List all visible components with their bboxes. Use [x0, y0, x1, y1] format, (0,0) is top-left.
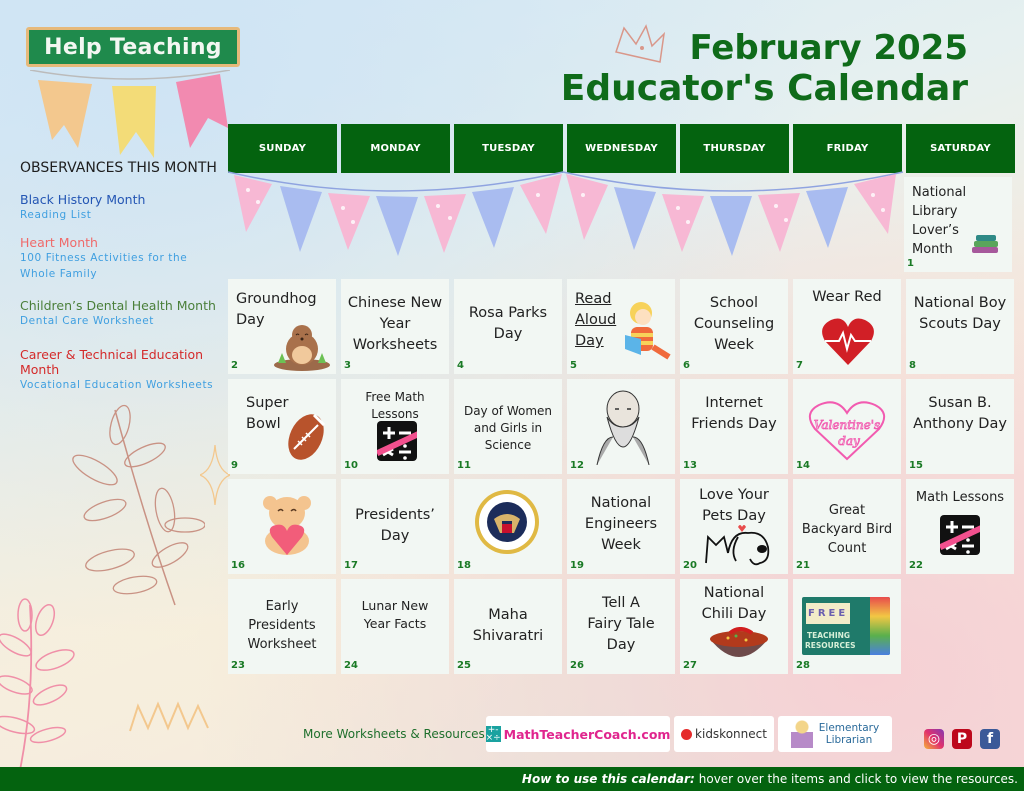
day-cell-2[interactable] — [228, 279, 336, 374]
day-number: 19 — [570, 560, 584, 571]
instagram-icon[interactable] — [924, 729, 944, 749]
day-label: Early Presidents Worksheet — [247, 599, 317, 652]
day-cell-26[interactable] — [567, 579, 675, 674]
facebook-icon[interactable] — [980, 729, 1000, 749]
day-number: 6 — [683, 360, 690, 371]
day-cell-15[interactable] — [906, 379, 1014, 474]
day-number: 28 — [796, 660, 810, 671]
day-number: 1 — [907, 258, 914, 269]
observance-title: Black History Month — [20, 192, 146, 207]
weekday-thursday: THURSDAY — [680, 124, 789, 173]
day-cell-22[interactable] — [906, 479, 1014, 574]
title-calendar: Educator's Calendar — [560, 68, 968, 109]
day-number: 7 — [796, 360, 803, 371]
day-number: 16 — [231, 560, 245, 571]
observance-link[interactable]: 100 Fitness Activities for the Whole Family — [20, 252, 188, 280]
day-number: 25 — [457, 660, 471, 671]
partner-name-line2: Librarian — [825, 734, 873, 746]
day-number: 10 — [344, 460, 358, 471]
day-number: 27 — [683, 660, 697, 671]
partner-name — [819, 722, 879, 746]
pencils-graphic — [870, 597, 890, 655]
day-number: 26 — [570, 660, 584, 671]
day-label: Love Your Pets Day — [699, 487, 769, 524]
day-label: Groundhog Day — [236, 291, 317, 328]
day-cell-13[interactable] — [680, 379, 788, 474]
observance-title: Career & Technical Education Month — [20, 347, 204, 377]
day-cell-18[interactable] — [454, 479, 562, 574]
instructions-text: hover over the items and click to view the resources. — [698, 772, 1018, 786]
day-label: National Library Lover’s Month — [912, 185, 967, 257]
weekday-monday: MONDAY — [341, 124, 450, 173]
day-cell-19[interactable] — [567, 479, 675, 574]
day-cell-1[interactable] — [904, 177, 1012, 272]
observances-panel — [20, 160, 232, 405]
day-number: 11 — [457, 460, 471, 471]
day-label: Read Aloud Day — [575, 291, 617, 349]
day-cell-21[interactable] — [793, 479, 901, 574]
more-resources-label: More Worksheets & Resources — [303, 727, 485, 741]
observances-heading: OBSERVANCES THIS MONTH — [20, 160, 217, 176]
day-cell-17[interactable] — [341, 479, 449, 574]
day-cell-23[interactable] — [228, 579, 336, 674]
day-number: 17 — [344, 560, 358, 571]
banner-free-text: FREE — [806, 603, 850, 624]
day-label: National Engineers Week — [584, 495, 658, 553]
day-cell-10[interactable] — [341, 379, 449, 474]
day-cell-5[interactable] — [567, 279, 675, 374]
day-number: 9 — [231, 460, 238, 471]
day-number: 18 — [457, 560, 471, 571]
observance-heart-month — [20, 235, 232, 282]
day-cell-20[interactable] — [680, 479, 788, 574]
partner-name: kidskonnect — [695, 727, 767, 741]
day-cell-7[interactable] — [793, 279, 901, 374]
day-label: Internet Friends Day — [691, 395, 777, 432]
day-cell-16[interactable] — [228, 479, 336, 574]
day-number: 15 — [909, 460, 923, 471]
observance-title: Children’s Dental Health Month — [20, 298, 216, 313]
facebook-glyph: f — [986, 731, 994, 747]
bunting-decoration — [228, 160, 908, 260]
banner-line2: RESOURCES — [805, 641, 856, 650]
day-number: 21 — [796, 560, 810, 571]
pennant-decoration — [30, 70, 230, 160]
page-title — [561, 28, 968, 110]
instagram-glyph: ◎ — [927, 731, 941, 747]
pinterest-icon[interactable] — [952, 729, 972, 749]
books-icon — [970, 233, 1000, 255]
day-label: Super Bowl — [246, 395, 289, 432]
observance-link[interactable]: Dental Care Worksheet — [20, 315, 155, 327]
weekday-wednesday: WEDNESDAY — [567, 124, 676, 173]
instructions-bold: How to use this calendar: — [521, 772, 695, 786]
day-number: 12 — [570, 460, 584, 471]
weekday-friday: FRIDAY — [793, 124, 902, 173]
day-number: 3 — [344, 360, 351, 371]
day-cell-3[interactable] — [341, 279, 449, 374]
cat-dog-icon — [702, 523, 774, 569]
day-label: Susan B. Anthony Day — [913, 395, 1007, 432]
day-label: National Boy Scouts Day — [913, 295, 1007, 332]
math-symbols-icon — [377, 421, 417, 461]
mathteachercoach-link[interactable] — [486, 716, 670, 752]
day-cell-27[interactable] — [680, 579, 788, 674]
observance-dental-health — [20, 298, 232, 329]
apple-icon — [681, 729, 692, 740]
instructions-bar — [0, 767, 1024, 791]
heartbeat-icon — [821, 317, 875, 367]
reading-child-icon — [615, 299, 671, 369]
day-cell-25[interactable] — [454, 579, 562, 674]
weekday-sunday: SUNDAY — [228, 124, 337, 173]
day-number: 5 — [570, 360, 577, 371]
day-number: 13 — [683, 460, 697, 471]
day-label: Great Backyard Bird Count — [801, 503, 893, 556]
day-label: Free Math Lessons — [365, 390, 425, 421]
teddy-bear-heart-icon — [256, 491, 318, 557]
day-cell-28[interactable] — [793, 579, 901, 674]
weekday-tuesday: TUESDAY — [454, 124, 563, 173]
sparkle-decoration — [200, 445, 230, 505]
day-label: Tell A Fairy Tale Day — [587, 595, 655, 653]
day-label: Presidents’ Day — [355, 507, 435, 544]
groundhog-icon — [272, 323, 332, 371]
day-label: School Counseling Week — [693, 295, 775, 353]
day-number: 14 — [796, 460, 810, 471]
footer-resources — [0, 714, 1024, 754]
teaching-resources-banner[interactable] — [802, 597, 890, 655]
day-number: 23 — [231, 660, 245, 671]
observance-black-history — [20, 192, 232, 223]
kidskonnect-link[interactable] — [674, 716, 774, 752]
day-number: 24 — [344, 660, 358, 671]
librarian-avatar-icon — [791, 720, 813, 748]
day-number: 2 — [231, 360, 238, 371]
elementary-librarian-link[interactable] — [778, 716, 892, 752]
day-cell-4[interactable] — [454, 279, 562, 374]
day-number: 22 — [909, 560, 923, 571]
day-label: Day of Women and Girls in Science — [463, 404, 553, 452]
day-label: National Chili Day — [701, 585, 767, 622]
day-label: Wear Red — [812, 289, 882, 305]
observance-link[interactable]: Vocational Education Worksheets — [20, 379, 214, 391]
day-number: 4 — [457, 360, 464, 371]
partner-name-line1: Elementary — [818, 722, 880, 734]
day-cell-11[interactable] — [454, 379, 562, 474]
math-logo-icon: +- ×÷ — [485, 725, 501, 743]
chili-bowl-icon — [708, 627, 770, 669]
math-symbols-icon — [940, 515, 980, 555]
day-label: Math Lessons — [915, 490, 1005, 505]
day-label: Rosa Parks Day — [468, 305, 548, 342]
svg-text:day: day — [838, 434, 860, 448]
neon-heart-icon — [807, 399, 887, 463]
leaf-branch-decoration — [55, 400, 205, 620]
observance-link[interactable]: Reading List — [20, 209, 92, 221]
day-cell-24[interactable] — [341, 579, 449, 674]
partner-name: MathTeacherCoach.com — [503, 726, 671, 742]
svg-text:Valentine's: Valentine's — [813, 418, 881, 432]
presidential-seal-icon — [474, 489, 540, 555]
day-label: Lunar New Year Facts — [361, 598, 429, 631]
day-cell-9[interactable] — [228, 379, 336, 474]
day-cell-8[interactable] — [906, 279, 1014, 374]
day-cell-14[interactable] — [793, 379, 901, 474]
banner-line1: TEACHING — [807, 631, 851, 640]
day-number: 8 — [909, 360, 916, 371]
day-label: Maha Shivaratri — [472, 607, 544, 644]
title-month: February 2025 — [689, 28, 968, 68]
pinterest-glyph: P — [956, 731, 968, 747]
day-cell-12[interactable] — [567, 379, 675, 474]
observance-title: Heart Month — [20, 235, 98, 250]
football-icon — [284, 411, 328, 463]
weekday-saturday: SATURDAY — [906, 124, 1015, 173]
help-teaching-logo[interactable]: Help Teaching — [26, 27, 240, 67]
day-label: Chinese New Year Worksheets — [347, 295, 443, 353]
darwin-portrait-icon — [593, 387, 653, 465]
day-number: 20 — [683, 560, 697, 571]
day-cell-6[interactable] — [680, 279, 788, 374]
observance-career-technical — [20, 347, 232, 393]
